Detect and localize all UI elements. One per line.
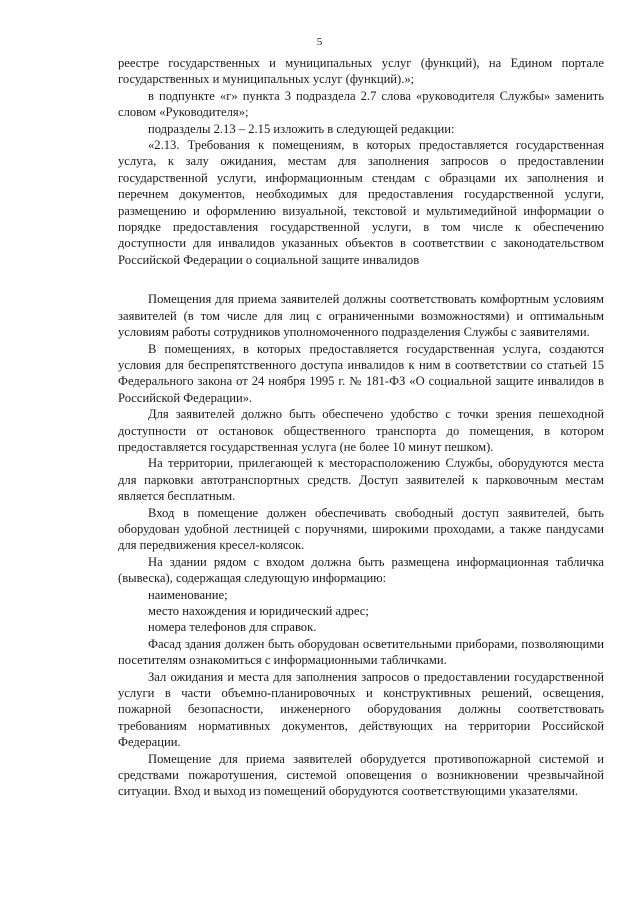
paragraph-waiting-hall: Зал ожидания и места для заполнения запросов о предоставлении государственной услуги в части объемно-планировочных и конструктивных решений, освещения, пожарной безопасности, инженерного оборудования должны соответствовать требованиям нормативных документов, действующих на территории Российской Федерации. <box>118 669 604 750</box>
list-item-name: наименование; <box>148 587 228 602</box>
paragraph-signboard: На здании рядом с входом должна быть размещена информационная табличка (вывеска), содержащая следующую информацию: <box>118 554 604 586</box>
paragraph-walking-distance: Для заявителей должно быть обеспечено удобство с точки зрения пешеходной доступности от остановок общественного транспорта до помещения, в котором предоставляется государственная услуга (не более 10 минут пешком). <box>118 407 604 454</box>
page-number: 5 <box>316 36 323 48</box>
list-item-address: место нахождения и юридический адрес; <box>148 604 369 618</box>
paragraph-section-2-13-heading: «2.13. Требования к помещениям, в которых предоставляется государственная услуга, к залу ожидания, местам для заполнения запросов о предоставлении государственной услуги, информационным стендам с образцами их заполнения и перечнем документов, необходимых для предоставления государственной услуги, размещению и оформлению визуальной, текстовой и мультимедийной информации о порядке предоставления государственной услуги, в том числе к обеспечению доступности для инвалидов указанных объектов в соответствии с законодательством Российской Федерации о социальной защите инвалидов <box>118 138 604 267</box>
paragraph-premises-comfort: Помещения для приема заявителей должны соответствовать комфортным условиям заявителей (в том числе для лиц с ограниченными возможностями) и оптимальным условиям работы сотрудников уполномоченного подразделения Службы с заявителями. <box>118 292 604 340</box>
paragraph-parking: На территории, прилегающей к месторасположению Службы, оборудуются места для парковки автотранспортных средств. Доступ заявителей к парковочным местам является бесплатным. <box>118 456 604 504</box>
list-item-phones: номера телефонов для справок. <box>148 620 317 635</box>
paragraph-fire-safety: Помещение для приема заявителей оборудуется противопожарной системой и средствами пожаротушения, системой оповещения о возникновении чрезвычайной ситуации. Вход и выход из помещений оборудуются соответствующими указателями. <box>118 751 604 799</box>
paragraph-continuation: реестре государственных и муниципальных услуг (функций), на Едином портале государственных и муниципальных услуг (функций).»; <box>118 56 604 87</box>
paragraph-amendment-2-13-2-15: подразделы 2.13 – 2.15 изложить в следующей редакции: <box>148 121 455 136</box>
paragraph-amendment-2-7: в подпункте «г» пункта 3 подраздела 2.7 слова «руководителя Службы» заменить словом «Руководителя»; <box>118 88 604 120</box>
paragraph-entrance: Вход в помещение должен обеспечивать свободный доступ заявителей, быть оборудован удобной лестницей с поручнями, широкими проходами, а также пандусами для передвижения кресел-колясок. <box>118 505 604 553</box>
document-body <box>118 55 604 800</box>
paragraph-disabled-access: В помещениях, в которых предоставляется государственная услуга, создаются условия для беспрепятственного доступа инвалидов к ним в соответствии со статьей 15 Федерального закона от 24 ноября 1995 г. № 181-ФЗ «О социальной защите инвалидов в Российской Федерации». <box>118 341 604 405</box>
paragraph-facade: Фасад здания должен быть оборудован осветительными приборами, позволяющими посетителям ознакомиться с информационными табличками. <box>118 636 604 668</box>
